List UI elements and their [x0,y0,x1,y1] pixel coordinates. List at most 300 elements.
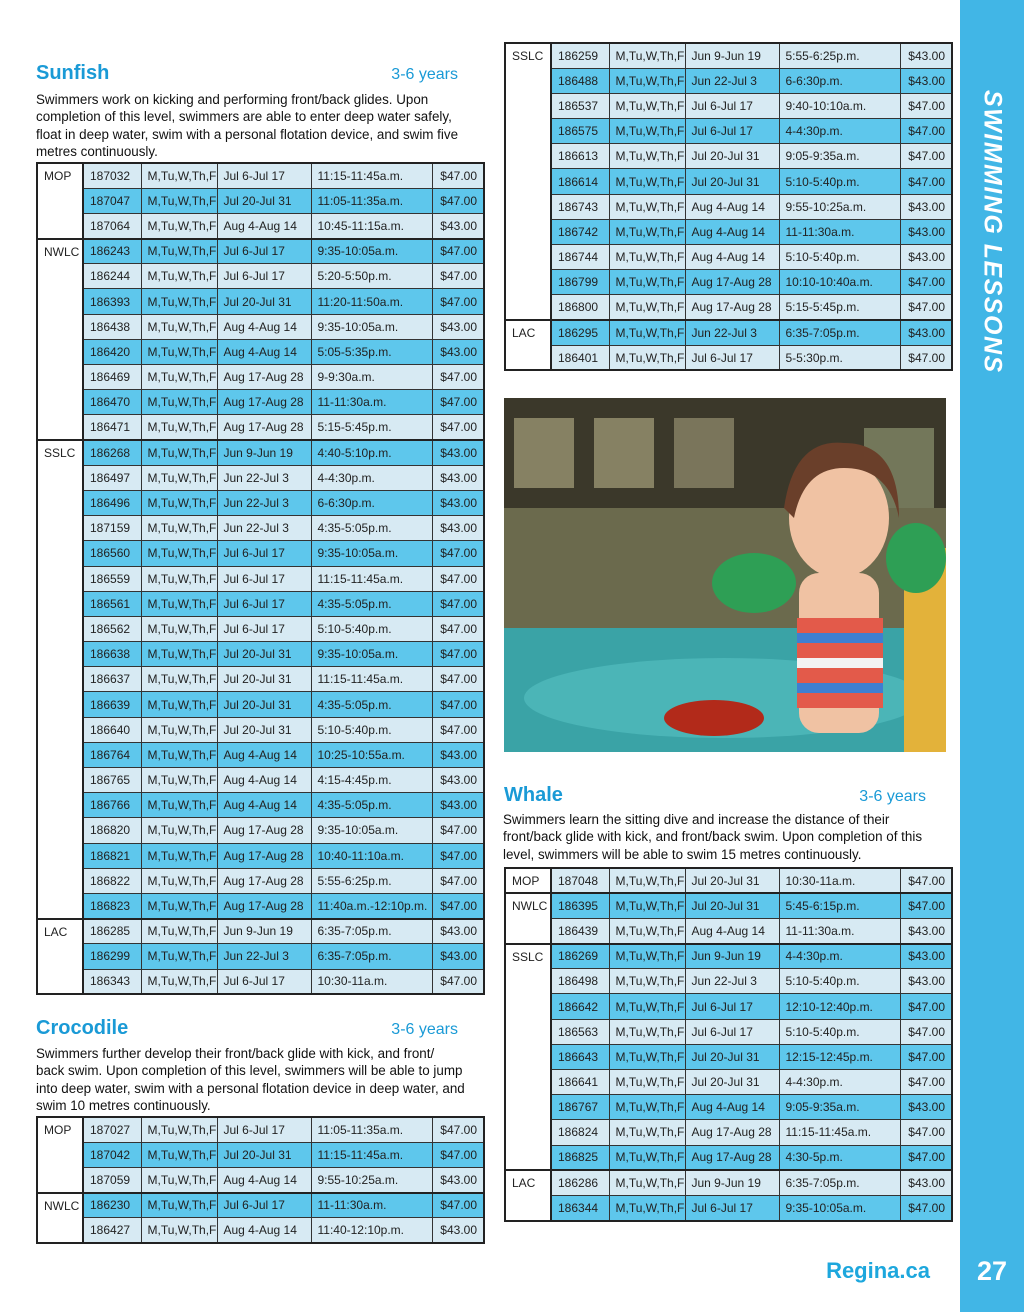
price-cell: $43.00 [432,314,484,339]
dates-cell: Jul 6-Jul 17 [685,1019,779,1044]
days-cell: M,Tu,W,Th,F [141,717,217,742]
dates-cell: Jul 6-Jul 17 [685,994,779,1019]
dates-cell: Aug 4-Aug 14 [217,314,311,339]
time-cell: 11-11:30a.m. [311,1193,432,1218]
barcode-cell: 187027 [83,1117,141,1142]
price-cell: $47.00 [900,295,952,320]
dates-cell: Jul 6-Jul 17 [217,591,311,616]
barcode-cell: 186823 [83,893,141,918]
time-cell: 4:35-5:05p.m. [311,591,432,616]
price-cell: $43.00 [900,68,952,93]
dates-cell: Jul 6-Jul 17 [217,163,311,188]
price-cell: $43.00 [432,339,484,364]
days-cell: M,Tu,W,Th,F [609,1019,685,1044]
crocodile-age: 3-6 years [391,1021,458,1038]
sunfish-age: 3-6 years [391,66,458,83]
schedule-row [37,1142,484,1167]
barcode-cell: 186285 [83,919,141,944]
schedule-row [37,768,484,793]
barcode-cell: 186822 [83,868,141,893]
dates-cell: Aug 4-Aug 14 [685,194,779,219]
barcode-cell: 186742 [551,219,609,244]
days-cell: M,Tu,W,Th,F [141,415,217,440]
barcode-cell: 186744 [551,245,609,270]
barcode-cell: 186295 [551,320,609,345]
dates-cell: Jul 20-Jul 31 [217,667,311,692]
price-cell: $47.00 [432,717,484,742]
days-cell: M,Tu,W,Th,F [141,188,217,213]
schedule-row [37,793,484,818]
barcode-cell: 187159 [83,516,141,541]
time-cell: 10:10-10:40a.m. [779,270,900,295]
time-cell: 11:15-11:45a.m. [779,1120,900,1145]
time-cell: 11:40a.m.-12:10p.m. [311,893,432,918]
sunfish-header [36,62,458,85]
whale-age: 3-6 years [859,788,926,805]
barcode-cell: 186438 [83,314,141,339]
price-cell: $43.00 [432,944,484,969]
barcode-cell: 186268 [83,440,141,465]
price-cell: $47.00 [900,1120,952,1145]
dates-cell: Aug 4-Aug 14 [217,1218,311,1243]
schedule-row [37,465,484,490]
price-cell: $47.00 [432,365,484,390]
barcode-cell: 186800 [551,295,609,320]
price-cell: $43.00 [432,1167,484,1192]
dates-cell: Jul 20-Jul 31 [217,717,311,742]
time-cell: 4:35-5:05p.m. [311,793,432,818]
days-cell: M,Tu,W,Th,F [609,1095,685,1120]
schedule-row [37,642,484,667]
time-cell: 11:15-11:45a.m. [311,667,432,692]
days-cell: M,Tu,W,Th,F [141,969,217,994]
schedule-row [37,591,484,616]
schedule-row [505,1195,952,1220]
days-cell: M,Tu,W,Th,F [141,919,217,944]
barcode-cell: 186639 [83,692,141,717]
time-cell: 5:15-5:45p.m. [779,295,900,320]
time-cell: 11-11:30a.m. [779,918,900,943]
barcode-cell: 187032 [83,163,141,188]
time-cell: 5:10-5:40p.m. [779,969,900,994]
crocodile-title: Crocodile [36,1017,129,1039]
price-cell: $47.00 [432,692,484,717]
days-cell: M,Tu,W,Th,F [609,893,685,918]
schedule-row [37,1117,484,1142]
price-cell: $47.00 [432,893,484,918]
dates-cell: Jul 6-Jul 17 [217,239,311,264]
time-cell: 9-9:30a.m. [311,365,432,390]
price-cell: $47.00 [432,566,484,591]
dates-cell: Aug 4-Aug 14 [685,219,779,244]
days-cell: M,Tu,W,Th,F [141,868,217,893]
days-cell: M,Tu,W,Th,F [141,365,217,390]
days-cell: M,Tu,W,Th,F [141,566,217,591]
days-cell: M,Tu,W,Th,F [141,239,217,264]
days-cell: M,Tu,W,Th,F [141,163,217,188]
time-cell: 5:10-5:40p.m. [779,245,900,270]
price-cell: $47.00 [432,1193,484,1218]
days-cell: M,Tu,W,Th,F [141,1117,217,1142]
location-cell: MOP [37,163,83,239]
dates-cell: Aug 17-Aug 28 [217,843,311,868]
dates-cell: Jul 20-Jul 31 [217,642,311,667]
barcode-cell: 186613 [551,144,609,169]
days-cell: M,Tu,W,Th,F [141,1142,217,1167]
price-cell: $47.00 [432,667,484,692]
dates-cell: Jun 9-Jun 19 [685,43,779,68]
barcode-cell: 187048 [551,868,609,893]
dates-cell: Jul 6-Jul 17 [217,566,311,591]
time-cell: 11-11:30a.m. [311,390,432,415]
time-cell: 12:10-12:40p.m. [779,994,900,1019]
price-cell: $43.00 [900,944,952,969]
price-cell: $43.00 [432,919,484,944]
days-cell: M,Tu,W,Th,F [141,768,217,793]
time-cell: 4-4:30p.m. [779,119,900,144]
sunfish-title: Sunfish [36,62,110,84]
dates-cell: Jul 20-Jul 31 [685,1044,779,1069]
time-cell: 10:45-11:15a.m. [311,213,432,238]
barcode-cell: 186299 [83,944,141,969]
schedule-row [505,345,952,370]
days-cell: M,Tu,W,Th,F [609,169,685,194]
time-cell: 4-4:30p.m. [779,1070,900,1095]
barcode-cell: 187042 [83,1142,141,1167]
price-cell: $47.00 [432,818,484,843]
days-cell: M,Tu,W,Th,F [609,1070,685,1095]
barcode-cell: 186230 [83,1193,141,1218]
dates-cell: Jul 20-Jul 31 [217,289,311,314]
crocodile-description: Swimmers further develop their front/back glide with kick, and front/ back swim. Upon completion of this level, swimmers will be able to jump into deep water, swim with a personal flotation device in deep water, and swim 10 metres continuously. [36,1046,465,1114]
days-cell: M,Tu,W,Th,F [609,1145,685,1170]
price-cell: $47.00 [432,591,484,616]
dates-cell: Jun 22-Jul 3 [217,490,311,515]
days-cell: M,Tu,W,Th,F [141,818,217,843]
dates-cell: Jun 22-Jul 3 [685,68,779,93]
dates-cell: Aug 4-Aug 14 [217,213,311,238]
price-cell: $47.00 [432,390,484,415]
time-cell: 4:40-5:10p.m. [311,440,432,465]
location-cell: NWLC [505,893,551,943]
days-cell: M,Tu,W,Th,F [609,68,685,93]
time-cell: 5:10-5:40p.m. [779,1019,900,1044]
time-cell: 11:05-11:35a.m. [311,1117,432,1142]
schedule-row [37,944,484,969]
schedule-row [505,969,952,994]
schedule-row [37,541,484,566]
days-cell: M,Tu,W,Th,F [141,843,217,868]
dates-cell: Aug 4-Aug 14 [685,1095,779,1120]
dates-cell: Aug 17-Aug 28 [217,893,311,918]
dates-cell: Jul 6-Jul 17 [685,93,779,118]
days-cell: M,Tu,W,Th,F [609,144,685,169]
price-cell: $43.00 [900,245,952,270]
dates-cell: Aug 17-Aug 28 [217,390,311,415]
time-cell: 5:10-5:40p.m. [779,169,900,194]
barcode-cell: 186243 [83,239,141,264]
time-cell: 5:15-5:45p.m. [311,415,432,440]
schedule-row [37,893,484,918]
price-cell: $47.00 [432,843,484,868]
dates-cell: Aug 17-Aug 28 [685,1145,779,1170]
price-cell: $47.00 [432,868,484,893]
dates-cell: Jul 6-Jul 17 [217,616,311,641]
price-cell: $47.00 [900,93,952,118]
price-cell: $43.00 [432,440,484,465]
schedule-row [505,1070,952,1095]
location-cell: MOP [505,868,551,893]
price-cell: $47.00 [900,868,952,893]
days-cell: M,Tu,W,Th,F [141,213,217,238]
days-cell: M,Tu,W,Th,F [141,490,217,515]
price-cell: $43.00 [432,742,484,767]
location-cell: LAC [505,320,551,370]
days-cell: M,Tu,W,Th,F [609,345,685,370]
location-cell: LAC [37,919,83,995]
price-cell: $47.00 [432,264,484,289]
barcode-cell: 186395 [551,893,609,918]
time-cell: 6:35-7:05p.m. [779,1170,900,1195]
dates-cell: Aug 17-Aug 28 [217,868,311,893]
time-cell: 6:35-7:05p.m. [311,944,432,969]
time-cell: 11:15-11:45a.m. [311,566,432,591]
page-number: 27 [976,1256,1008,1286]
days-cell: M,Tu,W,Th,F [609,944,685,969]
dates-cell: Aug 4-Aug 14 [217,1167,311,1192]
schedule-row [37,1218,484,1243]
price-cell: $43.00 [900,320,952,345]
schedule-row [505,1095,952,1120]
price-cell: $47.00 [432,616,484,641]
price-cell: $43.00 [432,768,484,793]
days-cell: M,Tu,W,Th,F [141,692,217,717]
time-cell: 5:45-6:15p.m. [779,893,900,918]
dates-cell: Aug 17-Aug 28 [217,365,311,390]
dates-cell: Jul 20-Jul 31 [685,169,779,194]
barcode-cell: 186498 [551,969,609,994]
schedule-row [37,969,484,994]
sunfish-continued-schedule-table [504,42,953,371]
schedule-row [37,1193,484,1218]
dates-cell: Jun 22-Jul 3 [217,516,311,541]
time-cell: 9:05-9:35a.m. [779,1095,900,1120]
barcode-cell: 186559 [83,566,141,591]
price-cell: $47.00 [432,969,484,994]
dates-cell: Aug 17-Aug 28 [217,818,311,843]
crocodile-schedule-table [36,1116,485,1244]
barcode-cell: 186488 [551,68,609,93]
time-cell: 5-5:30p.m. [779,345,900,370]
schedule-row [37,365,484,390]
time-cell: 11:05-11:35a.m. [311,188,432,213]
location-cell: SSLC [37,440,83,919]
time-cell: 11-11:30a.m. [779,219,900,244]
barcode-cell: 186764 [83,742,141,767]
price-cell: $47.00 [900,119,952,144]
time-cell: 5:20-5:50p.m. [311,264,432,289]
time-cell: 4:35-5:05p.m. [311,692,432,717]
time-cell: 6:35-7:05p.m. [311,919,432,944]
barcode-cell: 186563 [551,1019,609,1044]
days-cell: M,Tu,W,Th,F [141,1167,217,1192]
schedule-row [37,289,484,314]
website-link[interactable]: Regina.ca [826,1258,930,1283]
time-cell: 9:35-10:05a.m. [311,642,432,667]
dates-cell: Aug 4-Aug 14 [685,918,779,943]
price-cell: $47.00 [900,169,952,194]
days-cell: M,Tu,W,Th,F [141,339,217,364]
schedule-row [37,390,484,415]
days-cell: M,Tu,W,Th,F [609,918,685,943]
dates-cell: Aug 17-Aug 28 [685,295,779,320]
barcode-cell: 186637 [83,667,141,692]
price-cell: $43.00 [900,969,952,994]
schedule-row [505,868,952,893]
location-cell: SSLC [505,944,551,1171]
dates-cell: Aug 4-Aug 14 [685,245,779,270]
crocodile-header [36,1017,458,1040]
days-cell: M,Tu,W,Th,F [141,893,217,918]
location-cell: SSLC [505,43,551,320]
barcode-cell: 187059 [83,1167,141,1192]
price-cell: $47.00 [900,1070,952,1095]
dates-cell: Jul 20-Jul 31 [685,1070,779,1095]
price-cell: $43.00 [432,490,484,515]
dates-cell: Jul 20-Jul 31 [217,692,311,717]
barcode-cell: 186269 [551,944,609,969]
price-cell: $47.00 [900,1195,952,1220]
days-cell: M,Tu,W,Th,F [609,270,685,295]
dates-cell: Jun 22-Jul 3 [217,944,311,969]
barcode-cell: 186640 [83,717,141,742]
barcode-cell: 186401 [551,345,609,370]
dates-cell: Jun 9-Jun 19 [685,944,779,969]
price-cell: $47.00 [432,289,484,314]
time-cell: 5:55-6:25p.m. [311,868,432,893]
time-cell: 4-4:30p.m. [779,944,900,969]
schedule-row [505,1170,952,1195]
time-cell: 5:55-6:25p.m. [779,43,900,68]
time-cell: 10:25-10:55a.m. [311,742,432,767]
days-cell: M,Tu,W,Th,F [609,1170,685,1195]
schedule-row [37,1167,484,1192]
dates-cell: Jul 20-Jul 31 [217,188,311,213]
dates-cell: Jul 6-Jul 17 [217,264,311,289]
location-cell: LAC [505,1170,551,1220]
whale-schedule-table [504,867,953,1222]
schedule-row [37,213,484,238]
time-cell: 9:55-10:25a.m. [779,194,900,219]
barcode-cell: 186344 [551,1195,609,1220]
price-cell: $47.00 [900,994,952,1019]
schedule-row [37,667,484,692]
barcode-cell: 186614 [551,169,609,194]
schedule-row [505,93,952,118]
price-cell: $43.00 [900,918,952,943]
days-cell: M,Tu,W,Th,F [609,219,685,244]
dates-cell: Jul 6-Jul 17 [685,119,779,144]
schedule-row [37,843,484,868]
barcode-cell: 186470 [83,390,141,415]
days-cell: M,Tu,W,Th,F [141,314,217,339]
time-cell: 4:35-5:05p.m. [311,516,432,541]
barcode-cell: 186743 [551,194,609,219]
schedule-row [37,919,484,944]
barcode-cell: 186799 [551,270,609,295]
dates-cell: Jun 9-Jun 19 [217,440,311,465]
dates-cell: Jul 20-Jul 31 [685,893,779,918]
time-cell: 4:15-4:45p.m. [311,768,432,793]
price-cell: $47.00 [900,144,952,169]
schedule-row [37,264,484,289]
days-cell: M,Tu,W,Th,F [609,194,685,219]
dates-cell: Aug 4-Aug 14 [217,742,311,767]
time-cell: 9:35-10:05a.m. [311,541,432,566]
schedule-row [37,440,484,465]
days-cell: M,Tu,W,Th,F [609,245,685,270]
barcode-cell: 186469 [83,365,141,390]
barcode-cell: 186244 [83,264,141,289]
price-cell: $47.00 [900,270,952,295]
dates-cell: Jun 9-Jun 19 [685,1170,779,1195]
price-cell: $43.00 [900,1170,952,1195]
schedule-row [37,314,484,339]
dates-cell: Aug 17-Aug 28 [685,270,779,295]
dates-cell: Jul 20-Jul 31 [217,1142,311,1167]
child-in-pool-photo [504,398,946,752]
price-cell: $43.00 [900,43,952,68]
barcode-cell: 186286 [551,1170,609,1195]
dates-cell: Aug 4-Aug 14 [217,793,311,818]
schedule-row [37,516,484,541]
price-cell: $47.00 [900,1044,952,1069]
time-cell: 9:40-10:10a.m. [779,93,900,118]
dates-cell: Jun 22-Jul 3 [685,969,779,994]
schedule-row [37,415,484,440]
schedule-row [505,169,952,194]
schedule-row [37,163,484,188]
days-cell: M,Tu,W,Th,F [609,119,685,144]
sunfish-description: Swimmers work on kicking and performing front/back glides. Upon completion of this level, swimmers are able to enter deep water safely, float in deep water, swim with a personal flotation device, and swim five metres continuously. [36,92,459,160]
time-cell: 6-6:30p.m. [779,68,900,93]
price-cell: $47.00 [432,163,484,188]
barcode-cell: 186427 [83,1218,141,1243]
barcode-cell: 186561 [83,591,141,616]
barcode-cell: 186820 [83,818,141,843]
dates-cell: Jun 9-Jun 19 [217,919,311,944]
barcode-cell: 186824 [551,1120,609,1145]
price-cell: $43.00 [432,465,484,490]
dates-cell: Jul 6-Jul 17 [217,1117,311,1142]
barcode-cell: 186471 [83,415,141,440]
dates-cell: Jul 6-Jul 17 [217,969,311,994]
price-cell: $47.00 [432,1142,484,1167]
barcode-cell: 186393 [83,289,141,314]
schedule-row [505,893,952,918]
days-cell: M,Tu,W,Th,F [141,616,217,641]
dates-cell: Jun 22-Jul 3 [685,320,779,345]
days-cell: M,Tu,W,Th,F [141,516,217,541]
days-cell: M,Tu,W,Th,F [141,793,217,818]
dates-cell: Jul 6-Jul 17 [217,541,311,566]
barcode-cell: 186765 [83,768,141,793]
days-cell: M,Tu,W,Th,F [141,289,217,314]
schedule-row [505,295,952,320]
barcode-cell: 186560 [83,541,141,566]
schedule-row [505,918,952,943]
dates-cell: Jul 20-Jul 31 [685,868,779,893]
